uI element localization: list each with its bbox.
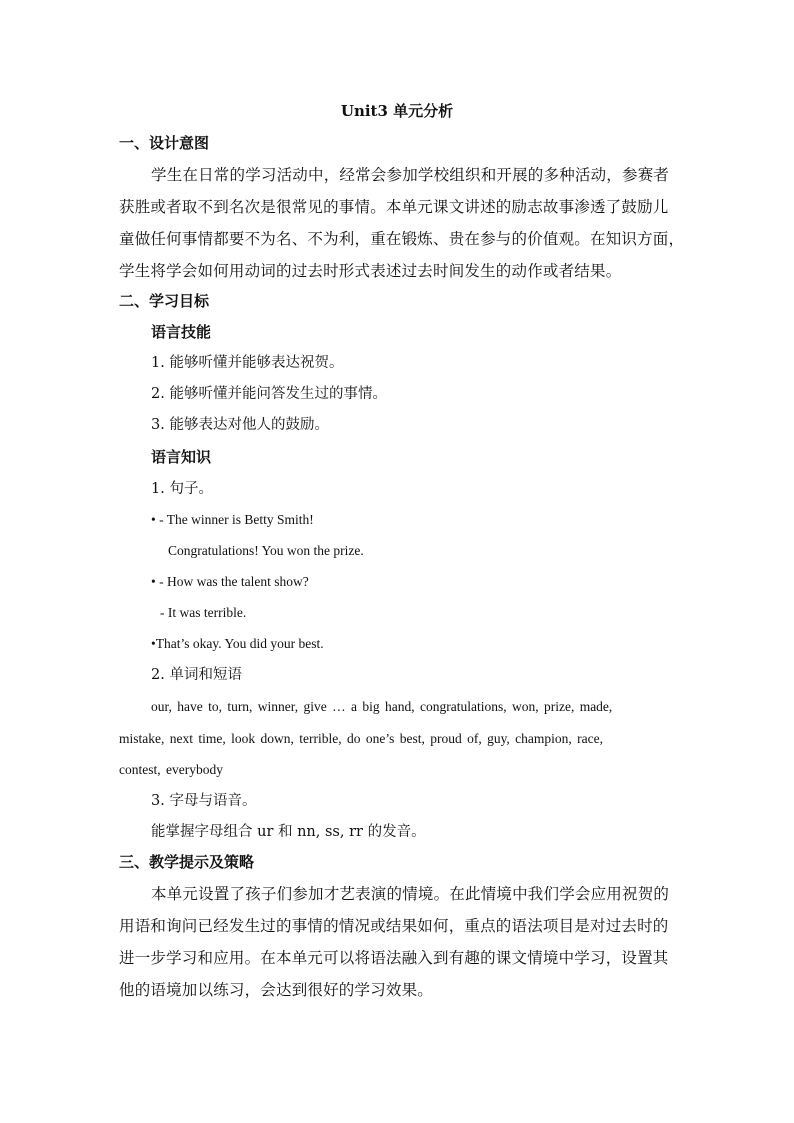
subheading-language-skills: 语言技能 (151, 323, 212, 341)
vocab-line: our, have to, turn, winner, give … a big hand, congratulations, won, prize, made, (151, 699, 613, 714)
vocab-line: contest, everybody (119, 762, 223, 777)
design-paragraph-line: 获胜或者取不到名次是很常见的事情。本单元课文讲述的励志故事渗透了鼓励儿 (119, 198, 669, 216)
strategy-paragraph-line: 本单元设置了孩子们参加才艺表演的情境。在此情境中我们学会应用祝贺的 (151, 885, 670, 903)
strategy-paragraph-line: 他的语境加以练习，会达到很好的学习效果。 (119, 981, 434, 999)
sentences-label: 1. 句子。 (151, 481, 213, 497)
phonics-line: 能掌握字母组合 ur 和 nn, ss, rr 的发音。 (151, 824, 426, 840)
design-paragraph-line: 童做任何事情都要不为名、不为利，重在锻炼、贵在参与的价值观。在知识方面， (119, 230, 685, 248)
sentence-line: Congratulations! You won the prize. (168, 543, 364, 558)
skill-item: 1. 能够听懂并能够表达祝贺。 (151, 355, 344, 371)
skill-item: 3. 能够表达对他人的鼓励。 (151, 417, 329, 433)
page-title: Unit3 单元分析 (340, 102, 454, 120)
section-heading-design: 一、设计意图 (119, 134, 210, 152)
sentence-line: •That’s okay. You did your best. (151, 636, 324, 651)
section-heading-goals: 二、学习目标 (119, 292, 210, 310)
strategy-paragraph-line: 用语和询问已经发生过的事情的情况或结果如何，重点的语法项目是对过去时的 (119, 917, 669, 935)
sentence-line: - It was terrible. (160, 605, 247, 620)
section-heading-strategy: 三、教学提示及策略 (119, 853, 255, 871)
sentence-line: • - How was the talent show? (151, 574, 309, 589)
words-label: 2. 单词和短语 (151, 667, 242, 683)
vocab-line: mistake, next time, look down, terrible, do one’s best, proud of, guy, champion, race, (119, 731, 604, 746)
phonics-label: 3. 字母与语音。 (151, 793, 257, 809)
design-paragraph-line: 学生在日常的学习活动中，经常会参加学校组织和开展的多种活动，参赛者 (151, 166, 670, 184)
design-paragraph-line: 学生将学会如何用动词的过去时形式表述过去时间发生的动作或者结果。 (119, 262, 622, 280)
sentence-line: • - The winner is Betty Smith! (151, 512, 314, 527)
strategy-paragraph-line: 进一步学习和应用。在本单元可以将语法融入到有趣的课文情境中学习，设置其 (119, 949, 669, 967)
skill-item: 2. 能够听懂并能问答发生过的事情。 (151, 386, 387, 402)
subheading-language-knowledge: 语言知识 (151, 448, 212, 466)
